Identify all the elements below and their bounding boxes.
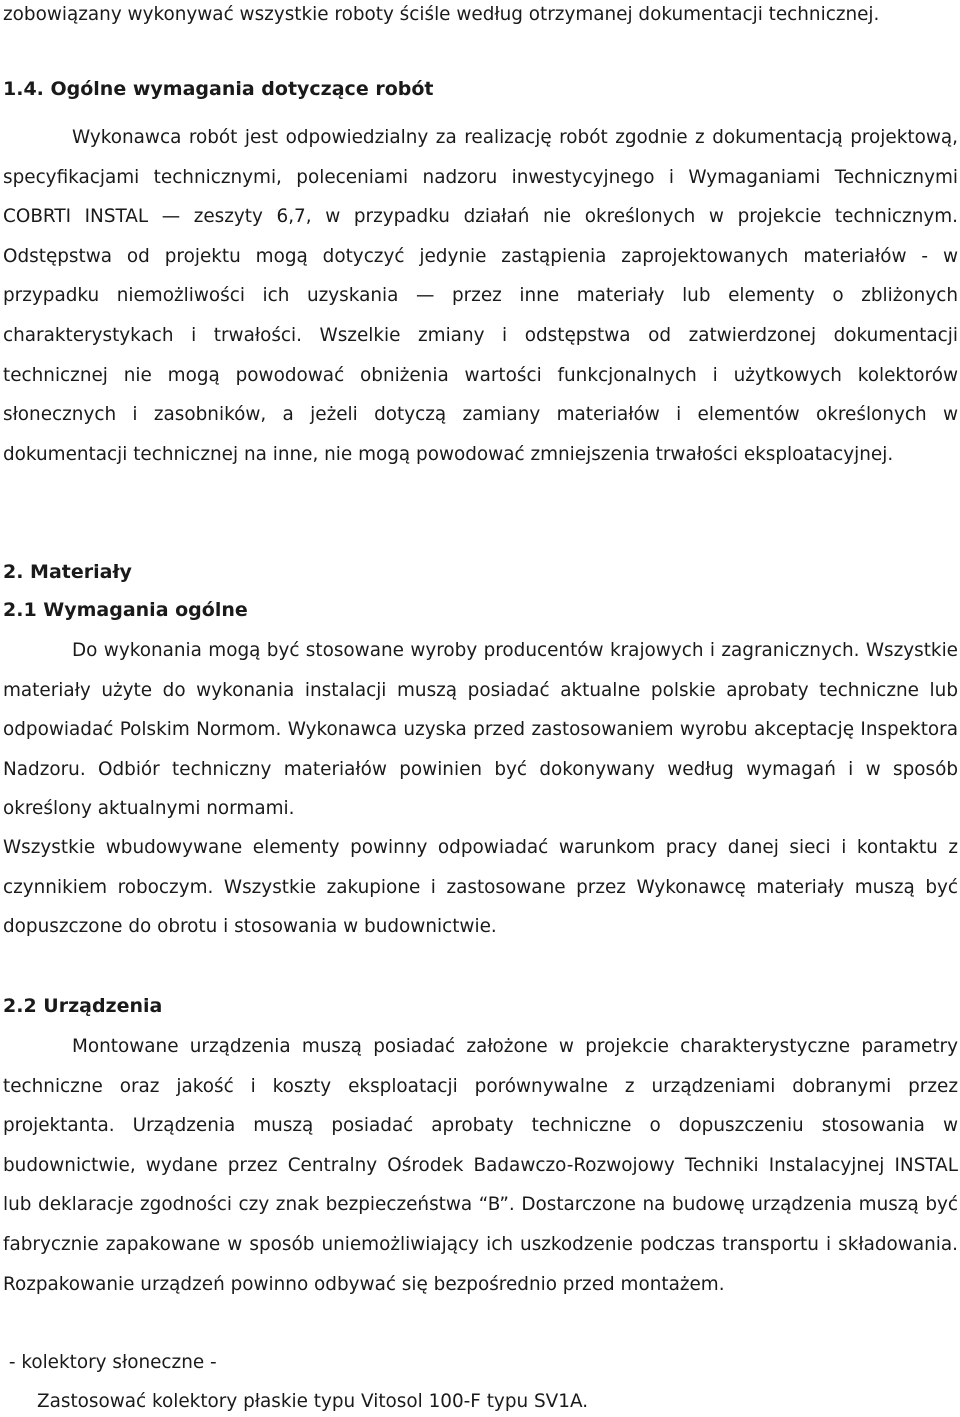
- section-2-2-heading: 2.2 Urządzenia: [3, 995, 163, 1017]
- intro-line: zobowiązany wykonywać wszystkie roboty ściśle według otrzymanej dokumentacji technicznej.: [3, 4, 880, 25]
- section-2-1-paragraph-1: Do wykonania mogą być stosowane wyroby producentów krajowych i zagranicznych. Wszystkie materiały użyte do wykonania instalacji muszą posiadać aktualne polskie aprobaty techniczne lub odpowiadać Polskim Normom. Wykonawca uzyska przed zastosowaniem wyrobu akceptację Inspektora Nadzoru. Odbiór techniczny materiałów powinien być dokonywany według wymagań i w sposób określony aktualnymi normami.: [3, 640, 958, 820]
- section-2-1-paragraph-2: Wszystkie wbudowywane elementy powinny odpowiadać warunkom pracy danej sieci i kontaktu z czynnikiem roboczym. Wszystkie zakupione i zastosowane przez Wykonawcę materiały muszą być dopuszczone do obrotu i stosowania w budownictwie.: [3, 837, 958, 938]
- collectors-note: Zastosować kolektory płaskie typu Vitosol 100-F typu SV1A.: [37, 1391, 589, 1412]
- section-2-2-paragraph: Montowane urządzenia muszą posiadać założone w projekcie charakterystyczne parametry techniczne oraz jakość i koszty eksploatacji porównywalne z urządzeniami dobranymi przez projektanta. Urządzenia muszą posiadać aprobaty techniczne o dopuszczeniu stosowania w budownictwie, wydane przez Centralny Ośrodek Badawczo-Rozwojowy Techniki Instalacyjnej INSTAL lub deklaracje zgodności czy znak bezpieczeństwa “B”. Dostarczone na budowę urządzenia muszą być fabrycznie zapakowane w sposób uniemożliwiający ich uszkodzenie podczas transportu i składowania. Rozpakowanie urządzeń powinno odbywać się bezpośrednio przed montażem.: [3, 1036, 958, 1295]
- section-2-heading: 2. Materiały: [3, 561, 132, 583]
- section-1-4-heading: 1.4. Ogólne wymagania dotyczące robót: [3, 78, 434, 100]
- section-2-1-heading: 2.1 Wymagania ogólne: [3, 599, 248, 621]
- section-1-4-paragraph: Wykonawca robót jest odpowiedzialny za realizację robót zgodnie z dokumentacją projektową, specyfikacjami technicznymi, poleceniami nadzoru inwestycyjnego i Wymaganiami Technicznymi COBRTI INSTAL — zeszyty 6,7, w przypadku działań nie określonych w projekcie technicznym. Odstępstwa od projektu mogą dotyczyć jedynie zastąpienia zaprojektowanych materiałów - w przypadku niemożliwości ich uzyskania — przez inne materiały lub elementy o zbliżonych charakterystykach i trwałości. Wszelkie zmiany i odstępstwa od zatwierdzonej dokumentacji technicznej nie mogą powodować obniżenia wartości funkcjonalnych i użytkowych kolektorów słonecznych i zasobników, a jeżeli dotyczą zamiany materiałów i elementów określonych w dokumentacji technicznej na inne, nie mogą powodować zmniejszenia trwałości eksploatacyjnej.: [3, 127, 958, 465]
- collectors-subheading: - kolektory słoneczne -: [3, 1352, 217, 1373]
